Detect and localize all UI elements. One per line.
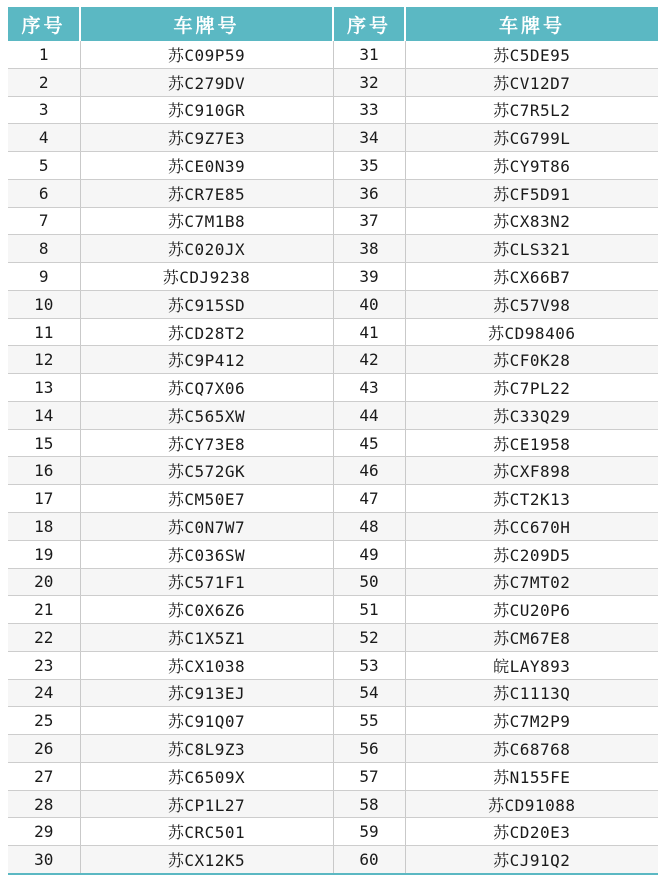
cell-index-right: 33 xyxy=(333,96,405,124)
cell-index-left: 14 xyxy=(8,401,80,429)
cell-index-right: 56 xyxy=(333,735,405,763)
cell-index-left: 7 xyxy=(8,207,80,235)
cell-index-left: 1 xyxy=(8,41,80,68)
cell-index-left: 12 xyxy=(8,346,80,374)
cell-plate-left: 苏C0X6Z6 xyxy=(80,596,333,624)
table-row xyxy=(8,651,658,679)
cell-plate-right: 苏CD20E3 xyxy=(405,818,658,846)
cell-plate-left: 苏C020JX xyxy=(80,235,333,263)
cell-index-left: 21 xyxy=(8,596,80,624)
cell-index-left: 11 xyxy=(8,318,80,346)
cell-plate-right: 苏C7PL22 xyxy=(405,374,658,402)
cell-plate-left: 苏C565XW xyxy=(80,401,333,429)
cell-plate-left: 苏C572GK xyxy=(80,457,333,485)
cell-index-right: 57 xyxy=(333,762,405,790)
table-row xyxy=(8,513,658,541)
cell-index-left: 28 xyxy=(8,790,80,818)
cell-plate-right: 苏CT2K13 xyxy=(405,485,658,513)
table-row xyxy=(8,735,658,763)
cell-plate-left: 苏C1X5Z1 xyxy=(80,624,333,652)
cell-plate-left: 苏C91Q07 xyxy=(80,707,333,735)
cell-plate-right: 苏C7M2P9 xyxy=(405,707,658,735)
cell-index-right: 59 xyxy=(333,818,405,846)
table-row xyxy=(8,124,658,152)
header-index-left: 序号 xyxy=(8,7,80,41)
table-row xyxy=(8,401,658,429)
cell-index-left: 9 xyxy=(8,263,80,291)
cell-index-right: 55 xyxy=(333,707,405,735)
cell-plate-right: 苏CG799L xyxy=(405,124,658,152)
cell-plate-left: 苏CD28T2 xyxy=(80,318,333,346)
cell-plate-left: 苏C8L9Z3 xyxy=(80,735,333,763)
cell-index-left: 25 xyxy=(8,707,80,735)
cell-index-left: 18 xyxy=(8,513,80,541)
cell-plate-left: 苏C913EJ xyxy=(80,679,333,707)
table-row xyxy=(8,846,658,874)
cell-index-right: 31 xyxy=(333,41,405,68)
table-row xyxy=(8,152,658,180)
cell-plate-left: 苏C279DV xyxy=(80,68,333,96)
cell-index-right: 32 xyxy=(333,68,405,96)
cell-index-right: 48 xyxy=(333,513,405,541)
cell-plate-left: 苏CP1L27 xyxy=(80,790,333,818)
table-row xyxy=(8,568,658,596)
table-row xyxy=(8,41,658,68)
cell-plate-left: 苏C036SW xyxy=(80,540,333,568)
cell-plate-left: 苏C915SD xyxy=(80,290,333,318)
header-index-right: 序号 xyxy=(333,7,405,41)
cell-index-left: 2 xyxy=(8,68,80,96)
cell-index-right: 51 xyxy=(333,596,405,624)
table-row xyxy=(8,68,658,96)
cell-index-right: 49 xyxy=(333,540,405,568)
table-row xyxy=(8,263,658,291)
cell-index-right: 47 xyxy=(333,485,405,513)
cell-plate-left: 苏CE0N39 xyxy=(80,152,333,180)
cell-plate-right: 苏CF5D91 xyxy=(405,179,658,207)
cell-plate-left: 苏C09P59 xyxy=(80,41,333,68)
cell-plate-right: 苏C33Q29 xyxy=(405,401,658,429)
cell-plate-right: 苏CF0K28 xyxy=(405,346,658,374)
cell-index-left: 20 xyxy=(8,568,80,596)
cell-index-left: 22 xyxy=(8,624,80,652)
cell-plate-right: 苏CE1958 xyxy=(405,429,658,457)
cell-index-right: 39 xyxy=(333,263,405,291)
cell-plate-left: 苏C910GR xyxy=(80,96,333,124)
table-row xyxy=(8,346,658,374)
cell-plate-right: 苏C57V98 xyxy=(405,290,658,318)
cell-index-right: 46 xyxy=(333,457,405,485)
cell-index-right: 43 xyxy=(333,374,405,402)
cell-plate-left: 苏C571F1 xyxy=(80,568,333,596)
table-row xyxy=(8,374,658,402)
cell-index-right: 38 xyxy=(333,235,405,263)
cell-index-right: 45 xyxy=(333,429,405,457)
cell-plate-right: 苏CD98406 xyxy=(405,318,658,346)
cell-index-right: 35 xyxy=(333,152,405,180)
cell-index-right: 60 xyxy=(333,846,405,874)
cell-plate-left: 苏CX12K5 xyxy=(80,846,333,874)
table-row xyxy=(8,596,658,624)
cell-plate-left: 苏CY73E8 xyxy=(80,429,333,457)
cell-index-right: 50 xyxy=(333,568,405,596)
cell-index-right: 41 xyxy=(333,318,405,346)
cell-index-left: 16 xyxy=(8,457,80,485)
table-row xyxy=(8,679,658,707)
cell-plate-left: 苏CX1038 xyxy=(80,651,333,679)
cell-plate-left: 苏CM50E7 xyxy=(80,485,333,513)
cell-plate-right: 苏CC670H xyxy=(405,513,658,541)
cell-plate-right: 苏CX83N2 xyxy=(405,207,658,235)
cell-index-left: 5 xyxy=(8,152,80,180)
table-row xyxy=(8,707,658,735)
cell-index-right: 36 xyxy=(333,179,405,207)
cell-plate-left: 苏C6509X xyxy=(80,762,333,790)
cell-index-left: 10 xyxy=(8,290,80,318)
table-row xyxy=(8,318,658,346)
cell-index-left: 23 xyxy=(8,651,80,679)
cell-plate-right: 苏CU20P6 xyxy=(405,596,658,624)
cell-index-left: 19 xyxy=(8,540,80,568)
table-row xyxy=(8,429,658,457)
cell-plate-left: 苏C0N7W7 xyxy=(80,513,333,541)
cell-plate-right: 苏N155FE xyxy=(405,762,658,790)
cell-index-left: 29 xyxy=(8,818,80,846)
cell-index-left: 27 xyxy=(8,762,80,790)
cell-plate-left: 苏CR7E85 xyxy=(80,179,333,207)
cell-index-left: 3 xyxy=(8,96,80,124)
cell-plate-right: 苏C68768 xyxy=(405,735,658,763)
cell-index-left: 17 xyxy=(8,485,80,513)
cell-index-right: 54 xyxy=(333,679,405,707)
cell-plate-left: 苏C7M1B8 xyxy=(80,207,333,235)
cell-plate-left: 苏C9P412 xyxy=(80,346,333,374)
table-row xyxy=(8,762,658,790)
cell-index-right: 42 xyxy=(333,346,405,374)
table-row xyxy=(8,624,658,652)
cell-index-right: 52 xyxy=(333,624,405,652)
cell-plate-right: 苏CD91088 xyxy=(405,790,658,818)
cell-index-left: 15 xyxy=(8,429,80,457)
cell-index-left: 4 xyxy=(8,124,80,152)
cell-plate-right: 苏CXF898 xyxy=(405,457,658,485)
cell-plate-right: 苏CY9T86 xyxy=(405,152,658,180)
cell-index-left: 8 xyxy=(8,235,80,263)
table-row xyxy=(8,485,658,513)
cell-plate-right: 苏CM67E8 xyxy=(405,624,658,652)
cell-plate-right: 苏CV12D7 xyxy=(405,68,658,96)
cell-index-right: 34 xyxy=(333,124,405,152)
table-row xyxy=(8,790,658,818)
table-row xyxy=(8,235,658,263)
header-plate-left: 车牌号 xyxy=(80,7,333,41)
cell-plate-right: 苏C1113Q xyxy=(405,679,658,707)
cell-plate-right: 苏C7MT02 xyxy=(405,568,658,596)
cell-index-right: 37 xyxy=(333,207,405,235)
table-row xyxy=(8,540,658,568)
header-row xyxy=(8,7,658,41)
header-plate-right: 车牌号 xyxy=(405,7,658,41)
cell-plate-right: 苏CJ91Q2 xyxy=(405,846,658,874)
cell-index-left: 30 xyxy=(8,846,80,874)
cell-index-left: 26 xyxy=(8,735,80,763)
cell-index-right: 44 xyxy=(333,401,405,429)
cell-plate-left: 苏CRC501 xyxy=(80,818,333,846)
table-row xyxy=(8,207,658,235)
cell-plate-right: 苏CLS321 xyxy=(405,235,658,263)
cell-index-left: 24 xyxy=(8,679,80,707)
cell-plate-right: 苏C5DE95 xyxy=(405,41,658,68)
cell-plate-left: 苏CDJ9238 xyxy=(80,263,333,291)
cell-index-left: 6 xyxy=(8,179,80,207)
table-row xyxy=(8,179,658,207)
cell-index-right: 40 xyxy=(333,290,405,318)
table-row xyxy=(8,96,658,124)
cell-plate-left: 苏CQ7X06 xyxy=(80,374,333,402)
cell-plate-right: 苏C209D5 xyxy=(405,540,658,568)
table-row xyxy=(8,818,658,846)
cell-plate-left: 苏C9Z7E3 xyxy=(80,124,333,152)
table-row xyxy=(8,290,658,318)
cell-index-right: 58 xyxy=(333,790,405,818)
table-row xyxy=(8,457,658,485)
cell-index-right: 53 xyxy=(333,651,405,679)
plate-number-table xyxy=(8,7,658,875)
cell-plate-right: 皖LAY893 xyxy=(405,651,658,679)
cell-plate-right: 苏C7R5L2 xyxy=(405,96,658,124)
cell-plate-right: 苏CX66B7 xyxy=(405,263,658,291)
cell-index-left: 13 xyxy=(8,374,80,402)
